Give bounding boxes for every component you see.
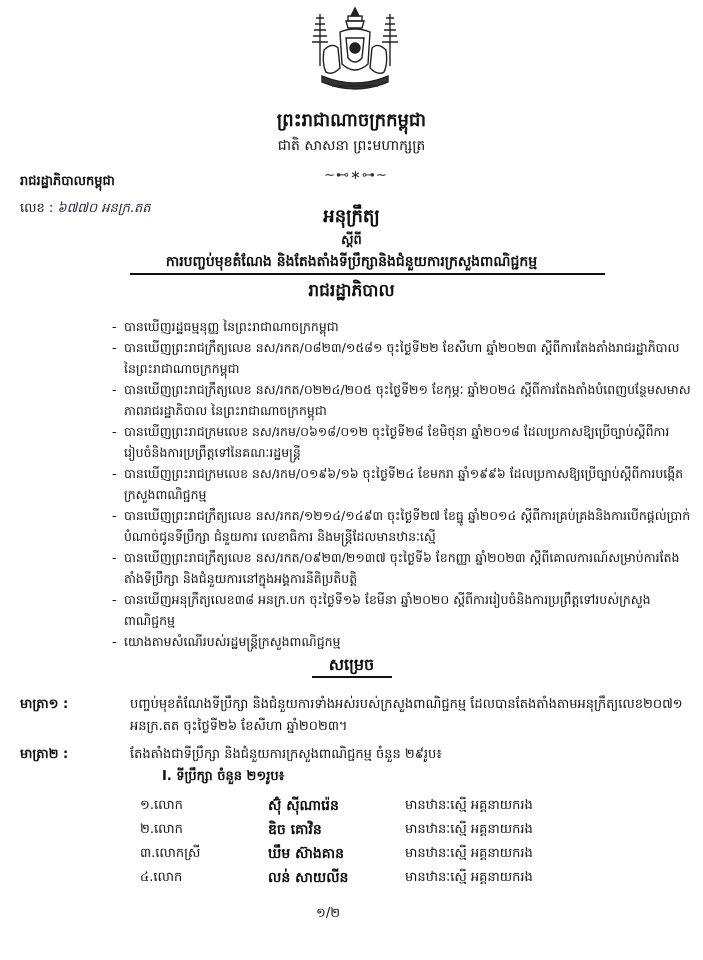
article-2 [20,744,703,766]
article-1 [20,694,703,744]
appointee-name: ស៊ុំ ស៊ីណារ៉េន [268,798,339,814]
appointee-name: ឃឹម ស៊ាងគាន [268,846,344,862]
document-number-label: លេខ : [20,201,54,216]
appointee-row [140,866,680,890]
appointee-name: លន់ សាយលីន [268,870,349,886]
document-subject: ការបញ្ចប់មុខតំណែង និងតែងតាំងទីប្រឹក្សានិងជំនួយការក្រសួងពាណិជ្ជកម្ម [165,254,538,270]
national-motto: ជាតិ សាសនា ព្រះមហាក្សត្រ [277,138,426,154]
recital-item: - បានឃើញព្រះរាជក្រឹត្យលេខ នស/រកត/១២១៤/១៤៩៣ ចុះថ្ងៃទី២៧ ខែធ្នូ ឆ្នាំ២០១៤ ស្តីពីការគ្រប់គ្រងនិងការបើកផ្តល់ប្រាក់បំណាច់ជូនទីប្រឹក្សា ជំនួយការ លេខាធិការ និងមន្ត្រីដែលមានឋានៈស្មើ [112,508,691,544]
appointee-row [140,794,680,818]
royal-coat-of-arms-icon [302,6,408,98]
article-1-label: មាត្រា១ : [20,697,69,712]
decision-underline [312,676,392,678]
appointee-name: ឌិច គោវិន [268,822,322,838]
issuing-authority: រាជរដ្ឋាភិបាល [308,281,395,301]
recital-item: - បានឃើញព្រះរាជក្រមលេខ នស/រកម/០៦១៨/០១២ ចុះថ្ងៃទី២៨ ខែមិថុនា ឆ្នាំ២០១៨ ដែលប្រកាសឱ្យប្រើច្បាប់ស្តីពីការរៀបចំនិងការប្រព្រឹត្តទៅនៃគណៈរដ្ឋមន្ត្រី [112,424,670,460]
appointee-rank: មានឋានៈស្មើ អគ្គនាយករង [405,798,533,813]
recital-item: - បានឃើញព្រះរាជក្រឹត្យលេខ នស/រកត/០២២៤/២០៥ ចុះថ្ងៃទី២១ ខែកុម្ភៈ ឆ្នាំ២០២៤ ស្តីពីការតែងតាំងបំពេញបន្ថែមសមាសភាពរាជរដ្ឋាភិបាល នៃព្រះរាជាណាចក្រកម្ពុជា [112,382,691,418]
appointee-rank: មានឋានៈស្មើ អគ្គនាយករង [405,846,533,861]
recitals-list [112,316,692,652]
article-1-text: បញ្ចប់មុខតំណែងទីប្រឹក្សា និងជំនួយការទាំងអស់របស់ក្រសួងពាណិជ្ជកម្ម ដែលបានតែងតាំងតាមអនុក្រឹត្យលេខ២០៧១ អនក្រ.តត ចុះថ្ងៃទី២៦ ខែសីហា ឆ្នាំ២០២៣។ [130,697,683,734]
issuing-government: រាជរដ្ឋាភិបាលកម្ពុជា [20,174,115,189]
appointee-rank: មានឋានៈស្មើ អគ្គនាយករង [405,822,533,837]
appointee-title: ៤.លោក [140,870,183,885]
subject-underline [130,273,605,275]
recital-item: - បានឃើញព្រះរាជក្រឹត្យលេខ នស/រកត/០៩២៣/២១៣៧ ចុះថ្ងៃទី៦ ខែកញ្ញា ឆ្នាំ២០២៣ ស្តីពីគោលការណ៍សម្រាប់ការតែងតាំងទីប្រឹក្សា និងជំនួយការនៅក្នុងអង្គការនីតិប្រតិបត្តិ [112,550,680,586]
page-number: ១/២ [316,906,341,921]
ornament-divider: ~⊷∗⊶~ [324,168,388,183]
document-number-value: ៦៧៧០ អនក្រ.តត [57,201,151,216]
recital-item: - យោងតាមសំណើរបស់រដ្ឋមន្ត្រីក្រសួងពាណិជ្ជកម្ម [112,634,341,649]
recital-item: - បានឃើញព្រះរាជក្រឹត្យលេខ នស/រកត/០៨២៣/១៥៨១ ចុះថ្ងៃទី២២ ខែសីហា ឆ្នាំ២០២៣ ស្តីពីការតែងតាំងរាជរដ្ឋាភិបាល នៃព្រះរាជាណាចក្រកម្ពុជា [112,340,680,376]
appointee-title: ១.លោក [140,798,183,813]
recital-item: - បានឃើញអនុក្រឹត្យលេខ៣៨ អនក្រ.បក ចុះថ្ងៃទី១៦ ខែមីនា ឆ្នាំ២០២០ ស្តីពីការរៀបចំនិងការប្រព្រឹត្តទៅរបស់ក្រសួងពាណិជ្ជកម្ម [112,592,651,628]
appointee-row [140,818,680,842]
recital-item: - បានឃើញរដ្ឋធម្មនុញ្ញ នៃព្រះរាជាណាចក្រកម្ពុជា [112,319,339,334]
appointee-row [140,842,680,866]
recital-item: - បានឃើញព្រះរាជក្រមលេខ នស/រកម/០១៩៦/១៦ ចុះថ្ងៃទី២៤ ខែមករា ឆ្នាំ១៩៩៦ ដែលប្រកាសឱ្យប្រើច្បាប់ស្តីពីការបង្កើតក្រសួងពាណិជ្ជកម្ម [112,466,684,502]
document-type: អនុក្រឹត្យ [323,206,380,227]
appointee-title: ៣.លោកស្រី [140,846,201,861]
kingdom-title: ព្រះរាជាណាចក្រកម្ពុជា [276,110,427,131]
appointee-title: ២.លោក [140,822,183,837]
article-2-text: តែងតាំងជាទីប្រឹក្សា និងជំនួយការក្រសួងពាណិជ្ជកម្ម ចំនួន ២៩រូប៖ [130,747,443,762]
article-2-label: មាត្រា២ : [20,747,69,762]
appointee-rank: មានឋានៈស្មើ អគ្គនាយករង [405,870,533,885]
subject-on-label: ស្តីពី [341,233,362,248]
decision-heading: សម្រេច [328,655,375,674]
advisers-subheading: I. ទីប្រឹក្សា ចំនួន ២១រូប៖ [162,769,285,784]
